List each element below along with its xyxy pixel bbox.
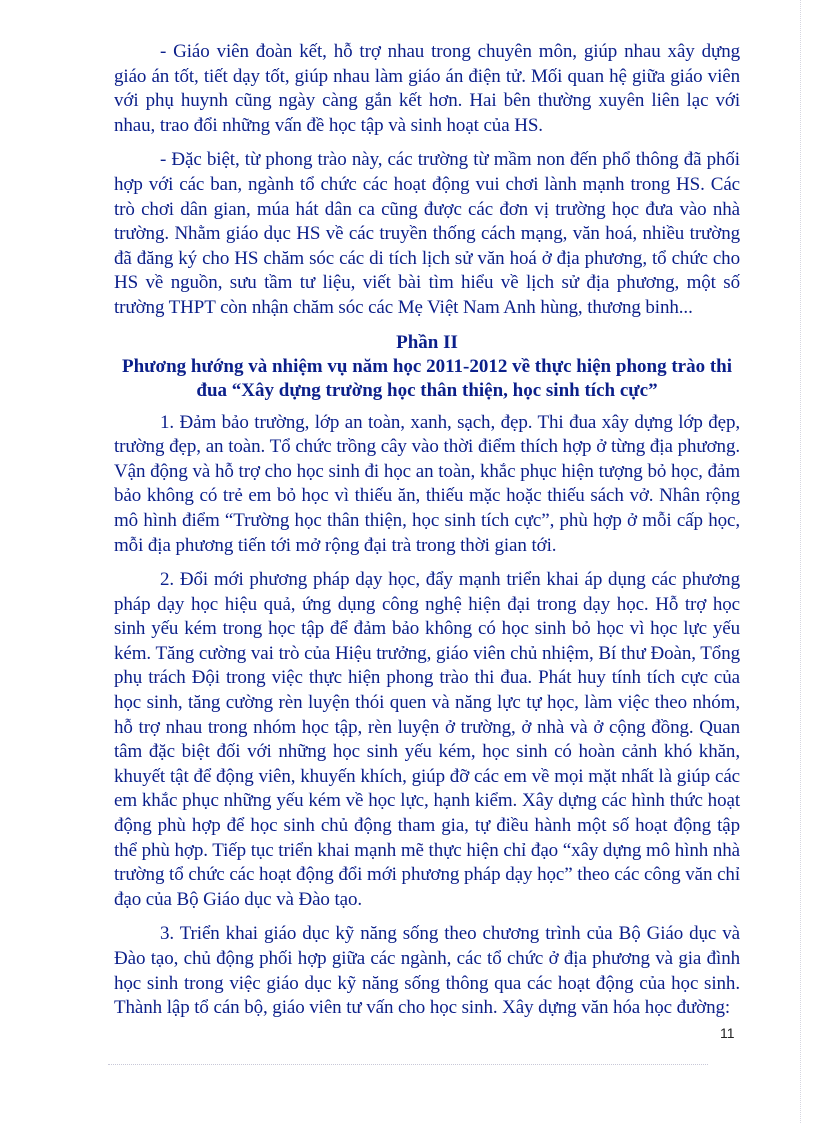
paragraph-teacher-cooperation: - Giáo viên đoàn kết, hỗ trợ nhau trong chuyên môn, giúp nhau xây dựng giáo án tốt, tiết dạy tốt, giúp nhau làm giáo án điện tử. Mối quan hệ giữa giáo viên với phụ huynh cũng ngày càng gắn kết hơn. Hai bên thường xuyên liên lạc với nhau, trao đổi những vấn đề học tập và sinh hoạt của HS. — [114, 41, 740, 136]
paragraph-item-3: 3. Triển khai giáo dục kỹ năng sống theo chương trình của Bộ Giáo dục và Đào tạo, chủ động phối hợp giữa các ngành, các tổ chức ở địa phương và gia đình học sinh trong việc giáo dục kỹ năng sống thông qua các hoạt động của học sinh. Thành lập tổ cán bộ, giáo viên tư vấn cho học sinh. Xây dựng văn hóa học đường: — [114, 923, 740, 1019]
page-bottom-divider — [108, 1064, 708, 1065]
paragraph-item-1: 1. Đảm bảo trường, lớp an toàn, xanh, sạch, đẹp. Thi đua xây dựng lớp đẹp, trường đẹp, an toàn. Tổ chức trồng cây vào thời điểm thích hợp ở từng địa phương. Vận động và hỗ trợ cho học sinh đi học an toàn, khắc phục hiện tượng bỏ học, đảm bảo không có trẻ em bỏ học vì thiếu ăn, thiếu mặc hoặc thiếu sách vở. Nhân rộng mô hình điểm “Trường học thân thiện, học sinh tích cực”, phù hợp ở mỗi cấp học, mỗi địa phương tiến tới mở rộng đại trà trong thời gian tới. — [114, 411, 740, 556]
paragraph-activities: - Đặc biệt, từ phong trào này, các trường từ mầm non đến phổ thông đã phối hợp với các ban, ngành tổ chức các hoạt động vui chơi lành mạnh trong HS. Các trò chơi dân gian, múa hát dân ca cũng được các đơn vị trường học đưa vào nhà trường. Nhằm giáo dục HS về các truyền thống cách mạng, văn hoá, nhiều trường đã đăng ký cho HS chăm sóc các di tích lịch sử văn hoá ở địa phương, tổ chức cho HS về nguồn, sưu tầm tư liệu, viết bài tìm hiểu về lịch sử địa phương, một số trường THPT còn nhận chăm sóc các Mẹ Việt Nam Anh hùng, thương binh... — [114, 149, 740, 318]
page-content — [114, 40, 740, 1031]
paragraph-item-2: 2. Đổi mới phương pháp dạy học, đẩy mạnh triển khai áp dụng các phương pháp dạy học hiệu quả, ứng dụng công nghệ hiện đại trong dạy học. Hỗ trợ học sinh yếu kém trong học tập để đảm bảo không có học sinh bỏ học vì học lực yếu kém. Tăng cường vai trò của Hiệu trưởng, giáo viên chủ nhiệm, Bí thư Đoàn, Tổng phụ trách Đội trong việc thực hiện phong trào thi đua. Phát huy tính tích cực của học sinh, tăng cường rèn luyện thói quen và năng lực tự học, làm việc theo nhóm, hỗ trợ nhau trong nhóm học tập, rèn luyện ở trường, ở nhà và ở cộng đồng. Quan tâm đặc biệt đối với những học sinh yếu kém, học sinh có hoàn cảnh khó khăn, khuyết tật để động viên, khuyến khích, giúp đỡ các em về mọi mặt nhất là giúp các em khắc phục những yếu kém về học lực, hạnh kiểm. Xây dựng các hình thức hoạt động phù hợp để học sinh chủ động tham gia, tự điều hành một số hoạt động tập thể phù hợp. Tiếp tục triển khai mạnh mẽ thực hiện chỉ đạo “xây dựng mô hình nhà trường tổ chức các hoạt động đổi mới phương pháp dạy học” theo các công văn chỉ đạo của Bộ Giáo dục và Đào tạo. — [114, 569, 740, 910]
page-side-divider — [800, 0, 801, 1123]
page-number: 11 — [720, 1025, 735, 1041]
section-heading: Phần II — [396, 331, 458, 353]
section-title: Phương hướng và nhiệm vụ năm học 2011-2012 về thực hiện phong trào thi đua “Xây dựng trường học thân thiện, học sinh tích cực” — [121, 355, 733, 401]
